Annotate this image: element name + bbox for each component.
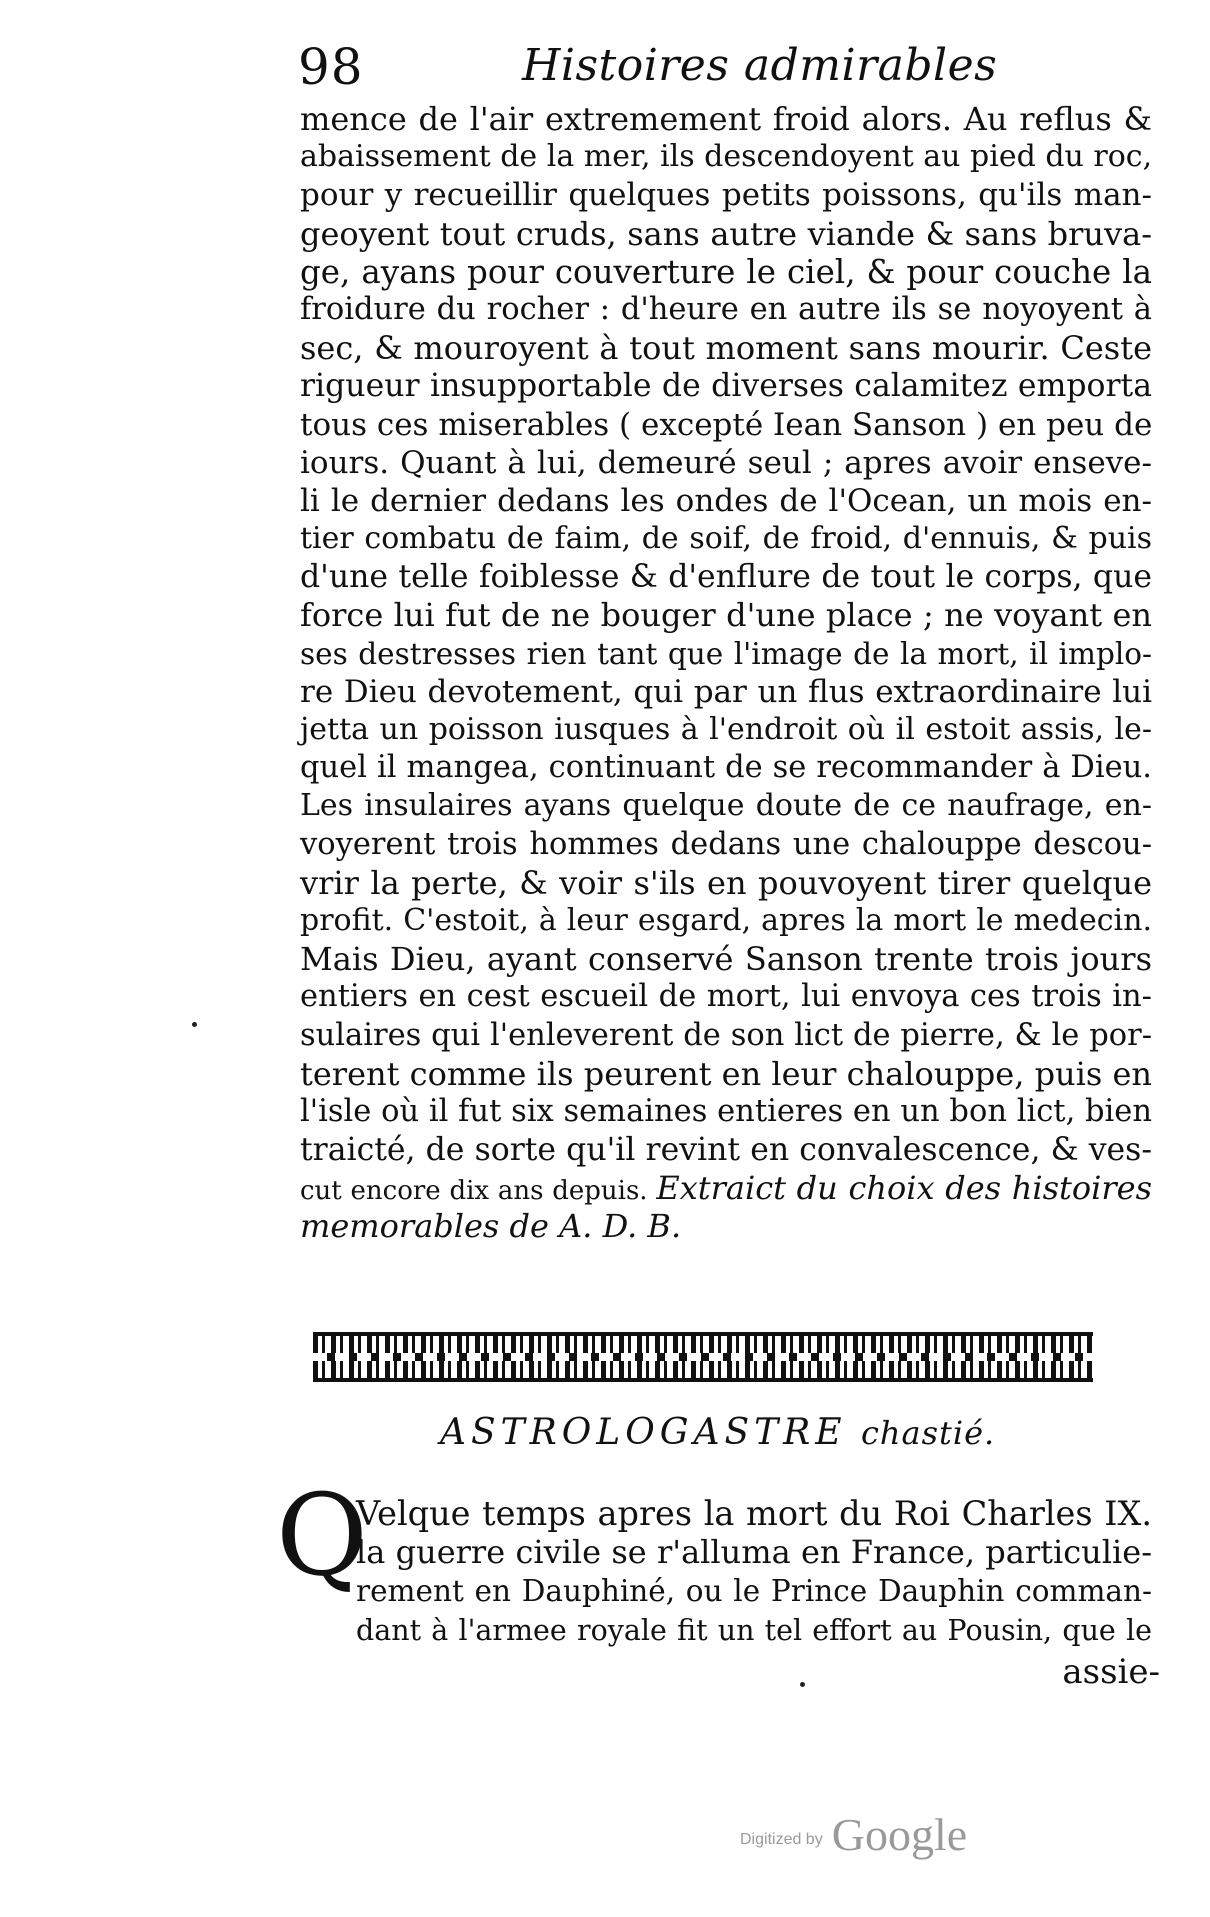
text-line: tous ces miserables ( excepté Iean Sanson ) en peu de — [300, 406, 1153, 443]
section-heading-small: chastié. — [860, 1414, 996, 1452]
text-line: rigueur insupportable de diverses calamitez emporta — [300, 368, 1152, 405]
source-citation: memorables de A. D. B. — [300, 1207, 682, 1246]
text-line: l'isle où il fut six semaines entieres en un bon lict, bien — [300, 1093, 1152, 1129]
text-line: mence de l'air extremement froid alors. Au reflus & — [300, 100, 1152, 138]
text-line: entiers en cest escueil de mort, lui envoya ces trois in- — [300, 979, 1152, 1015]
text-line: profit. C'estoit, à leur esgard, apres la mort le medecin. — [300, 902, 1152, 938]
text-line: jetta un poisson iusques à l'endroit où il estoit assis, le- — [300, 712, 1152, 747]
source-citation-start: Extraict du choix des histoires — [656, 1169, 1153, 1208]
text-line: rement en Dauphiné, ou le Prince Dauphin comman- — [356, 1574, 1152, 1608]
catchword: assie- — [1062, 1652, 1160, 1692]
watermark-prefix: Digitized by — [740, 1831, 823, 1848]
text-line: d'une telle foiblesse & d'enflure de tout le corps, que — [300, 559, 1152, 596]
text-line: abaissement de la mer, ils descendoyent au pied du roc, — [300, 139, 1153, 175]
margin-speck — [192, 1022, 197, 1027]
drop-cap: Q — [276, 1471, 368, 1601]
text-line: sulaires qui l'enleverent de son lict de pierre, & le por- — [300, 1017, 1152, 1053]
text-line: li le dernier dedans les ondes de l'Ocean, un mois en- — [300, 482, 1152, 519]
text-line: sec, & mouroyent à tout moment sans mourir. Ceste — [300, 329, 1152, 368]
text-line: voyerent trois hommes dedans une chalouppe descou- — [300, 826, 1152, 862]
text-line: traicté, de sorte qu'il revint en convalescence, & ves- — [300, 1132, 1152, 1169]
text-line: geoyent tout cruds, sans autre viande & sans bruva- — [300, 214, 1152, 253]
text-line: quel il mangea, continuant de se recommander à Dieu. — [300, 750, 1152, 786]
section-heading — [440, 1412, 996, 1462]
text-line: tier combatu de faim, de soif, de froid, d'ennuis, & puis — [300, 521, 1152, 557]
running-head — [298, 38, 1158, 98]
text-line: terent comme ils peurent en leur chalouppe, puis en — [300, 1054, 1153, 1093]
text-line: iours. Quant à lui, demeuré seul ; apres avoir enseve- — [300, 444, 1152, 481]
text-line: froidure du rocher : d'heure en autre ils se noyoyent à — [300, 291, 1152, 327]
text-line-end: cut encore dix ans depuis. — [300, 1176, 648, 1207]
text-line: Les insulaires ayans quelque doute de ce naufrage, en- — [300, 788, 1152, 824]
section-heading-caps: ASTROLOGASTRE — [440, 1412, 847, 1453]
page-number: 98 — [298, 38, 364, 96]
decorative-ornament-band — [313, 1332, 1093, 1382]
text-line: Mais Dieu, ayant conservé Sanson trente trois jours — [300, 940, 1152, 979]
text-line: vrir la perte, & voir s'ils en pouvoyent tirer quelque — [300, 863, 1152, 902]
text-line: pour y recueillir quelques petits poissons, qu'ils man- — [300, 177, 1152, 214]
text-line: ge, ayans pour couverture le ciel, & pour couche la — [300, 252, 1152, 291]
margin-speck — [800, 1682, 805, 1687]
digitization-watermark — [740, 1808, 1000, 1868]
second-paragraph — [356, 1494, 1152, 1650]
running-title: Histoires admirables — [522, 40, 998, 91]
text-line: ses destresses rien tant que l'image de la mort, il implo- — [300, 636, 1152, 671]
text-line: Velque temps apres la mort du Roi Charles IX. — [356, 1494, 1152, 1533]
watermark-brand: Google — [831, 1809, 968, 1860]
text-line: force lui fut de ne bouger d'une place ; ne voyant en — [300, 596, 1152, 635]
text-line: re Dieu devotement, qui par un flus extraordinaire lui — [300, 673, 1152, 710]
text-line: la guerre civile se r'alluma en France, particulie- — [356, 1533, 1152, 1571]
text-line: dant à l'armee royale fit un tel effort au Pousin, que le — [356, 1614, 1152, 1647]
text-line — [300, 1169, 1152, 1207]
body-paragraph — [300, 100, 1152, 1246]
